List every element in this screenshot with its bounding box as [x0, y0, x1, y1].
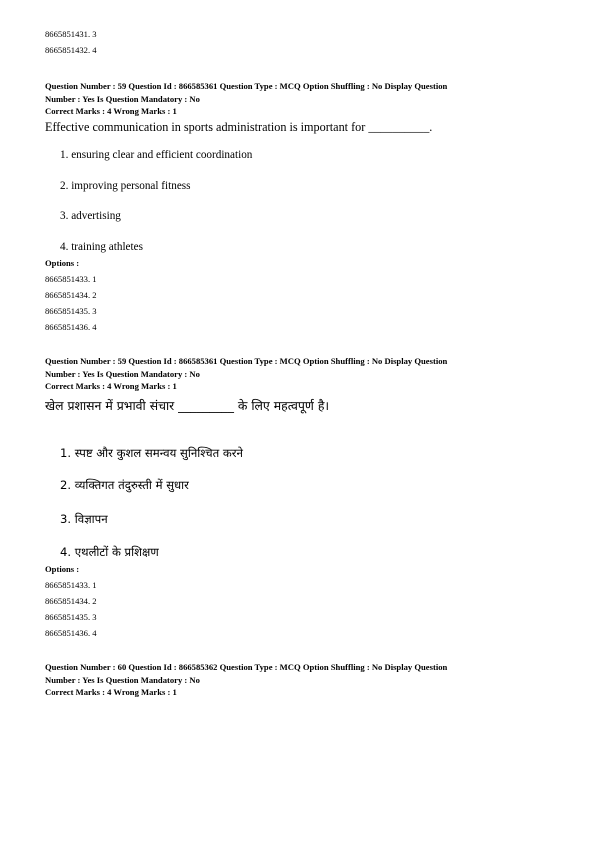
question-header-line: Number : Yes Is Question Mandatory : No [45, 674, 200, 685]
answer-choice: 2. improving personal fitness [60, 180, 191, 192]
question-header-line: Question Number : 59 Question Id : 866585361 Question Type : MCQ Option Shuffling : No Display Question [45, 81, 448, 91]
options-label: Options : [45, 564, 80, 574]
option-id-line: 8665851431. 3 [45, 29, 97, 39]
question-header-line: Number : Yes Is Question Mandatory : No [45, 93, 200, 104]
answer-choice: 2. व्यक्तिगत तंदुरुस्ती में सुधार [60, 478, 189, 492]
option-id-line: 8665851435. 3 [45, 612, 97, 622]
answer-choice: 4. training athletes [60, 241, 143, 253]
marks-line: Correct Marks : 4 Wrong Marks : 1 [45, 381, 177, 391]
answer-choice: 4. एथलीटों के प्रशिक्षण [60, 545, 159, 559]
answer-choice: 3. advertising [60, 210, 121, 222]
option-id-line: 8665851432. 4 [45, 45, 97, 55]
question-header-line: Question Number : 59 Question Id : 866585361 Question Type : MCQ Option Shuffling : No Display Question [45, 356, 448, 366]
option-id-line: 8665851435. 3 [45, 306, 97, 316]
option-id-line: 8665851436. 4 [45, 628, 97, 638]
question-text: खेल प्रशासन में प्रभावी संचार _________ के लिए महत्वपूर्ण है। [45, 398, 330, 413]
question-text: Effective communication in sports administration is important for __________. [45, 120, 433, 134]
options-label: Options : [45, 258, 80, 268]
option-id-line: 8665851433. 1 [45, 274, 97, 284]
question-header-line: Question Number : 60 Question Id : 866585362 Question Type : MCQ Option Shuffling : No Display Question [45, 662, 448, 672]
option-id-line: 8665851434. 2 [45, 596, 97, 606]
question-header-line: Number : Yes Is Question Mandatory : No [45, 368, 200, 379]
answer-choice: 1. स्पष्ट और कुशल समन्वय सुनिश्चित करने [60, 446, 243, 460]
question-header [45, 661, 555, 686]
question-header [45, 80, 555, 105]
answer-choice: 1. ensuring clear and efficient coordination [60, 149, 253, 161]
question-header [45, 355, 555, 380]
marks-line: Correct Marks : 4 Wrong Marks : 1 [45, 106, 177, 116]
marks-line: Correct Marks : 4 Wrong Marks : 1 [45, 687, 177, 697]
option-id-line: 8665851436. 4 [45, 322, 97, 332]
option-id-line: 8665851433. 1 [45, 580, 97, 590]
answer-choice: 3. विज्ञापन [60, 512, 108, 526]
option-id-line: 8665851434. 2 [45, 290, 97, 300]
